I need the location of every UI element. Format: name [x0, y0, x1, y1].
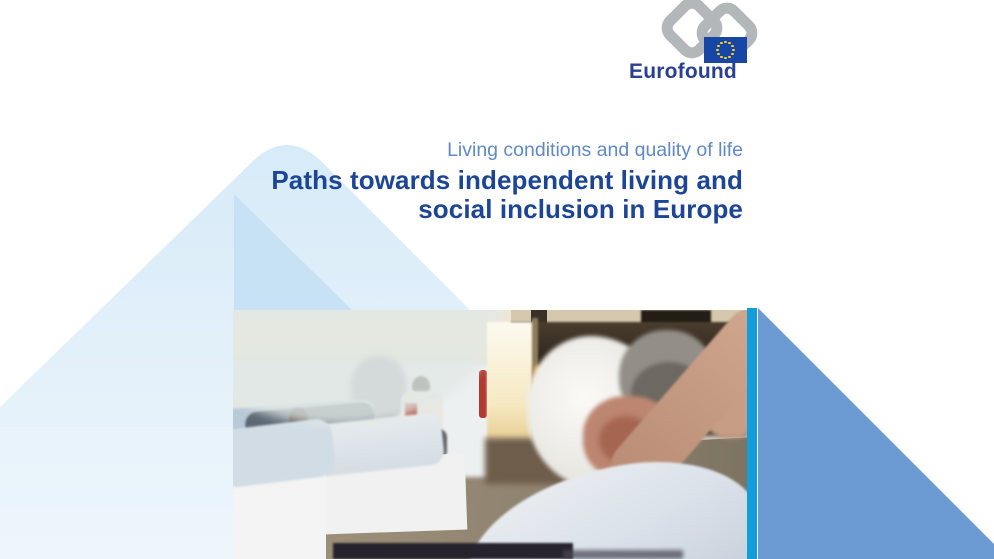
- cover-photo: [233, 310, 747, 559]
- photo-bottom-shadow: [333, 543, 573, 559]
- report-title-line1: Paths towards independent living and: [271, 165, 743, 195]
- photo-bottom-shadow-2: [563, 550, 683, 559]
- eu-flag-star: [731, 45, 734, 48]
- eu-flag-star: [732, 49, 735, 52]
- eurofound-wordmark: Eurofound: [629, 60, 737, 83]
- eu-flag-star: [728, 42, 731, 45]
- eurofound-logo: [620, 0, 770, 86]
- eu-flag-star: [717, 45, 720, 48]
- title-block: [271, 139, 743, 224]
- accent-strip: [747, 308, 757, 559]
- report-title-line2: social inclusion in Europe: [418, 194, 743, 224]
- series-title: Living conditions and quality of life: [447, 139, 743, 161]
- eu-flag-star: [731, 53, 734, 56]
- eu-flag-star: [720, 42, 723, 45]
- eu-flag-star: [717, 53, 720, 56]
- eu-flag-star: [724, 41, 727, 44]
- eu-flag-star: [728, 56, 731, 59]
- corner-triangle-shape: [758, 308, 994, 559]
- eu-flag-star: [716, 49, 719, 52]
- photo-fire-extinguisher: [479, 370, 487, 418]
- eu-flag-star: [720, 56, 723, 59]
